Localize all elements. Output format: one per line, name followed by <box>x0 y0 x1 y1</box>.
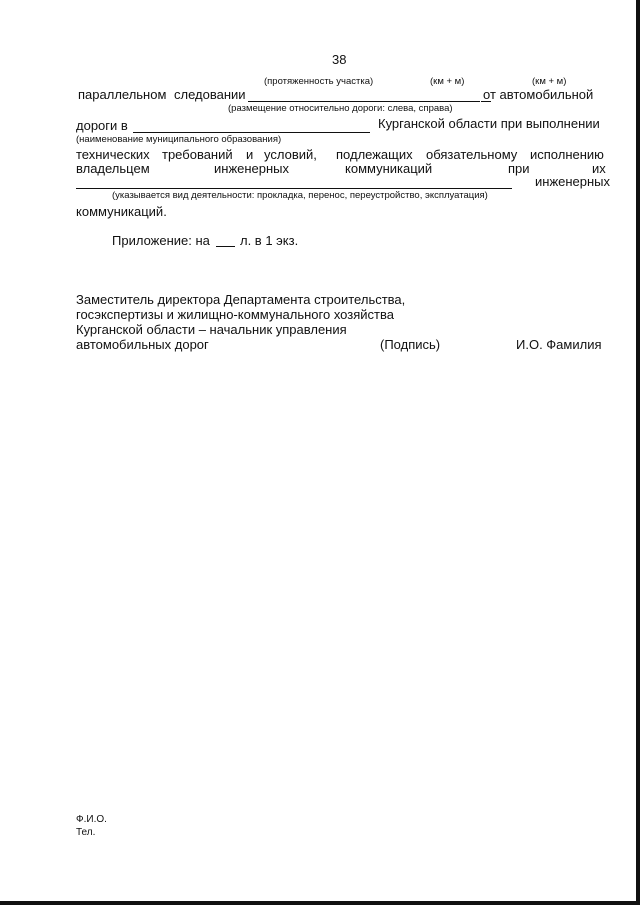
fill-line-short <box>481 101 491 102</box>
page-border-right <box>636 0 640 905</box>
text-engineering: инженерных <box>535 174 611 189</box>
line3-word-2: требований <box>162 147 233 162</box>
attachment-suffix: л. в 1 экз. <box>240 233 299 248</box>
fill-line-activity <box>76 188 512 189</box>
line4-word-1: владельцем <box>76 161 150 176</box>
text-following: следовании <box>174 87 246 102</box>
fill-line-municipality <box>133 132 370 133</box>
signature-title-line-4: автомобильных дорог <box>76 337 209 352</box>
note-km-2: (км + м) <box>532 76 567 87</box>
footer-tel: Тел. <box>76 827 96 838</box>
footer-fio: Ф.И.О. <box>76 814 107 825</box>
line4-word-2: инженерных <box>214 161 290 176</box>
note-length: (протяженность участка) <box>264 76 374 87</box>
line4-word-5: их <box>592 161 606 176</box>
text-region: Курганской области при выполнении <box>378 116 600 131</box>
line3-word-7: исполнению <box>530 147 604 162</box>
page-number: 38 <box>332 52 347 67</box>
note-municipality: (наименование муниципального образования) <box>76 134 282 145</box>
fill-line-sheets <box>216 246 235 247</box>
signatory-name: И.О. Фамилия <box>516 337 602 352</box>
line3-word-6: обязательному <box>426 147 518 162</box>
text-from-road: от автомобильной <box>483 87 594 102</box>
signature-title-line-1: Заместитель директора Департамента строительства, <box>76 292 406 307</box>
signature-title-line-2: госэкспертизы и жилищно-коммунального хозяйства <box>76 307 394 322</box>
line3-word-1: технических <box>76 147 150 162</box>
note-position: (размещение относительно дороги: слева, справа) <box>228 103 453 114</box>
note-km-1: (км + м) <box>430 76 465 87</box>
line3-word-5: подлежащих <box>336 147 413 162</box>
signature-title-line-3: Курганской области – начальник управления <box>76 322 347 337</box>
line3-word-3: и <box>246 147 254 162</box>
signature-placeholder: (Подпись) <box>380 337 441 352</box>
fill-line-length <box>248 101 480 102</box>
text-road-in: дороги в <box>76 118 128 133</box>
line4-word-4: при <box>508 161 530 176</box>
text-parallel: параллельном <box>78 87 167 102</box>
page-border-bottom <box>0 901 640 905</box>
line3-word-4: условий, <box>264 147 317 162</box>
line4-word-3: коммуникаций <box>345 161 433 176</box>
text-communications: коммуникаций. <box>76 204 167 219</box>
attachment-prefix: Приложение: на <box>112 233 210 248</box>
note-activity: (указывается вид деятельности: прокладка, перенос, переустройство, эксплуатация) <box>112 190 488 201</box>
